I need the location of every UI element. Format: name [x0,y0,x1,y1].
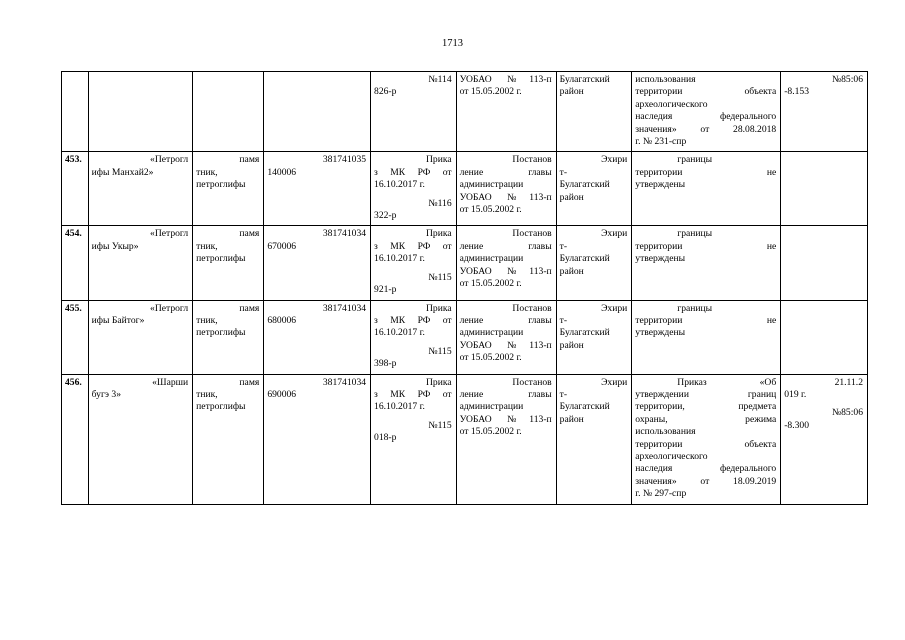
cell-text-line: Эхири [601,228,628,240]
table-row [62,374,868,504]
cell-text-line: УОБАО №113-п [459,339,552,351]
cell-text-line: Прика [425,302,452,314]
cell-text-line: «Петрогл [150,154,189,166]
table-row [62,226,868,300]
cell-text-line: от 15.05.2002 г. [459,204,522,216]
cell-text-line: утверждены [635,327,686,339]
cell-text-line: 381741034 [322,302,367,314]
cell-text-line: ифы Укыр» [91,240,139,252]
cell-text-line: Приказ «Об [677,376,777,388]
cell-text-line: археологического [635,450,708,462]
decree-cell [456,226,556,300]
cell-text-line: Эхири [601,376,628,388]
table-row [62,152,868,226]
cell-text-line: границы [677,228,713,240]
cell-text-line: Булагатский [559,253,610,265]
ministry-order-cell [371,72,457,152]
cell-text-line: т- [559,166,568,178]
cell-text-line: Булагатский [559,179,610,191]
cell-text-line: Постанов [512,302,552,314]
cell-text-line: территории объекта [635,86,777,98]
cell-text-line: 670006 [267,240,297,252]
district-cell [556,152,632,226]
cell-text-line: значения» от 18.09.2019 [635,475,777,487]
cell-text-line: тник, [196,240,218,252]
territory-boundaries-cell [632,374,781,504]
cell-text-line: 21.11.2 [834,376,863,388]
cell-text-line: №85:06 [831,74,863,85]
cell-text-line: ифы Байтог» [91,314,145,326]
decree-cell [456,300,556,374]
cell-text-line: администрации [459,179,524,191]
cell-text-line: администрации [459,327,524,339]
cell-text-line: район [559,265,584,277]
object-type-cell [193,300,264,374]
table-row [62,72,868,152]
cell-text-line: район [559,339,584,351]
cell-text-line: 680006 [267,314,297,326]
cell-text-line: №115 [428,345,452,357]
cell-text-line: т- [559,314,568,326]
cell-text-line: петроглифы [196,401,246,413]
registration-cell [781,72,868,152]
cell-text-line: бугэ 3» [91,388,122,400]
cell-text-line: петроглифы [196,253,246,265]
territory-boundaries-cell [632,72,781,152]
cell-text-line: ление главы [459,388,552,400]
cell-text-line: т- [559,388,568,400]
cell-text-line: Булагатский [559,74,610,85]
cell-text-line: 018-р [374,432,397,444]
cell-text-line: з МК РФ от [374,166,452,178]
row-number-cell: 456. [62,374,89,504]
registry-table-body [62,72,868,505]
cell-text-line: 16.10.2017 г. [374,253,425,265]
cell-text-line: тник, [196,388,218,400]
cell-text-line: 381741034 [322,228,367,240]
cell-text-line: 16.10.2017 г. [374,179,425,191]
row-number-cell: 454. [62,226,89,300]
cell-text-line: использования [635,74,696,85]
cell-text-line: памя [239,154,260,166]
cell-text-line: от 15.05.2002 г. [459,426,522,438]
cell-text-line: 16.10.2017 г. [374,327,425,339]
territory-boundaries-cell [632,300,781,374]
cell-text-line: 398-р [374,358,397,370]
cell-text-line: УОБАО №113-п [459,191,552,203]
cell-text-line: 921-р [374,284,397,296]
object-type-cell [193,374,264,504]
row-number-cell: 453. [62,152,89,226]
cell-text-line: администрации [459,401,524,413]
cell-text-line: №85:06 [831,407,863,419]
cell-text-line: «Шарши [152,376,189,388]
cell-text-line: петроглифы [196,179,246,191]
cell-text-line: УОБАО №113-п [459,413,552,425]
ministry-order-cell [371,374,457,504]
registry-code-cell [264,226,371,300]
cell-text-line: тник, [196,314,218,326]
cell-text-line: Прика [425,228,452,240]
cell-text-line: территории, предмета [635,401,777,413]
cell-text-line: границы [677,154,713,166]
table-row [62,300,868,374]
cell-text-line: территории не [635,240,777,252]
ministry-order-cell [371,226,457,300]
object-name-cell [88,300,193,374]
ministry-order-cell [371,152,457,226]
cell-text-line: ление главы [459,240,552,252]
cell-text-line: «Петрогл [150,302,189,314]
registration-cell [781,374,868,504]
row-number-cell [62,72,89,152]
cell-text-line: Эхири [601,154,628,166]
cell-text-line: №116 [428,197,452,209]
cell-text-line: УОБАО №113-п [459,74,552,85]
cell-text-line: 140006 [267,166,297,178]
registration-cell [781,226,868,300]
object-name-cell [88,72,193,152]
cell-text-line: границы [677,302,713,314]
cell-text-line: наследия федерального [635,111,777,123]
registry-code-cell [264,72,371,152]
cell-text-line: Булагатский [559,327,610,339]
cell-text-line: Булагатский [559,401,610,413]
cell-text-line: утверждении границ [635,388,777,400]
object-type-cell [193,226,264,300]
cell-text-line: г. № 297-спр [635,488,687,500]
cell-text-line: УОБАО №113-п [459,265,552,277]
row-number-cell: 455. [62,300,89,374]
territory-boundaries-cell [632,152,781,226]
cell-text-line: Постанов [512,376,552,388]
cell-text-line: з МК РФ от [374,240,452,252]
cell-text-line: памя [239,228,260,240]
cell-text-line: т- [559,240,568,252]
cell-text-line: ление главы [459,166,552,178]
cell-text-line: петроглифы [196,327,246,339]
registry-code-cell [264,300,371,374]
cell-text-line: администрации [459,253,524,265]
cell-text-line: Постанов [512,228,552,240]
cell-text-line: №114 [428,74,452,85]
cell-text-line: Эхири [601,302,628,314]
cell-text-line: 381741034 [322,376,367,388]
object-name-cell [88,226,193,300]
registration-cell [781,152,868,226]
district-cell [556,226,632,300]
registry-code-cell [264,152,371,226]
heritage-registry-table [61,71,868,505]
cell-text-line: использования [635,426,696,438]
cell-text-line: ление главы [459,314,552,326]
cell-text-line: «Петрогл [150,228,189,240]
cell-text-line: Прика [425,154,452,166]
cell-text-line: 019 г. [784,388,807,400]
cell-text-line: з МК РФ от [374,314,452,326]
cell-text-line: тник, [196,166,218,178]
district-cell [556,72,632,152]
cell-text-line: утверждены [635,253,686,265]
cell-text-line: территории объекта [635,438,777,450]
cell-text-line: ифы Манхай2» [91,166,154,178]
decree-cell [456,374,556,504]
cell-text-line: от 15.05.2002 г. [459,352,522,364]
page-number: 1713 [442,38,463,49]
cell-text-line: археологического [635,98,708,110]
district-cell [556,300,632,374]
cell-text-line: памя [239,376,260,388]
decree-cell [456,152,556,226]
cell-text-line: Постанов [512,154,552,166]
cell-text-line: район [559,413,584,425]
decree-cell [456,72,556,152]
cell-text-line: район [559,191,584,203]
registration-cell [781,300,868,374]
cell-text-line: Прика [425,376,452,388]
cell-text-line: памя [239,302,260,314]
cell-text-line: 690006 [267,388,297,400]
cell-text-line: территории не [635,166,777,178]
cell-text-line: значения» от 28.08.2018 [635,123,777,135]
district-cell [556,374,632,504]
cell-text-line: -8.153 [784,86,810,98]
cell-text-line: 16.10.2017 г. [374,401,425,413]
cell-text-line: территории не [635,314,777,326]
cell-text-line: район [559,86,584,98]
cell-text-line: наследия федерального [635,463,777,475]
territory-boundaries-cell [632,226,781,300]
cell-text-line: от 15.05.2002 г. [459,278,522,290]
cell-text-line: охраны, режима [635,413,777,425]
cell-text-line: утверждены [635,179,686,191]
cell-text-line: №115 [428,271,452,283]
cell-text-line: от 15.05.2002 г. [459,86,522,98]
cell-text-line: 826-р [374,86,397,98]
object-type-cell [193,72,264,152]
registry-code-cell [264,374,371,504]
cell-text-line: 381741035 [322,154,367,166]
object-name-cell [88,374,193,504]
cell-text-line: 322-р [374,210,397,222]
cell-text-line: з МК РФ от [374,388,452,400]
ministry-order-cell [371,300,457,374]
object-type-cell [193,152,264,226]
cell-text-line: -8.300 [784,419,810,431]
object-name-cell [88,152,193,226]
cell-text-line: г. № 231-спр [635,136,687,148]
cell-text-line: №115 [428,419,452,431]
